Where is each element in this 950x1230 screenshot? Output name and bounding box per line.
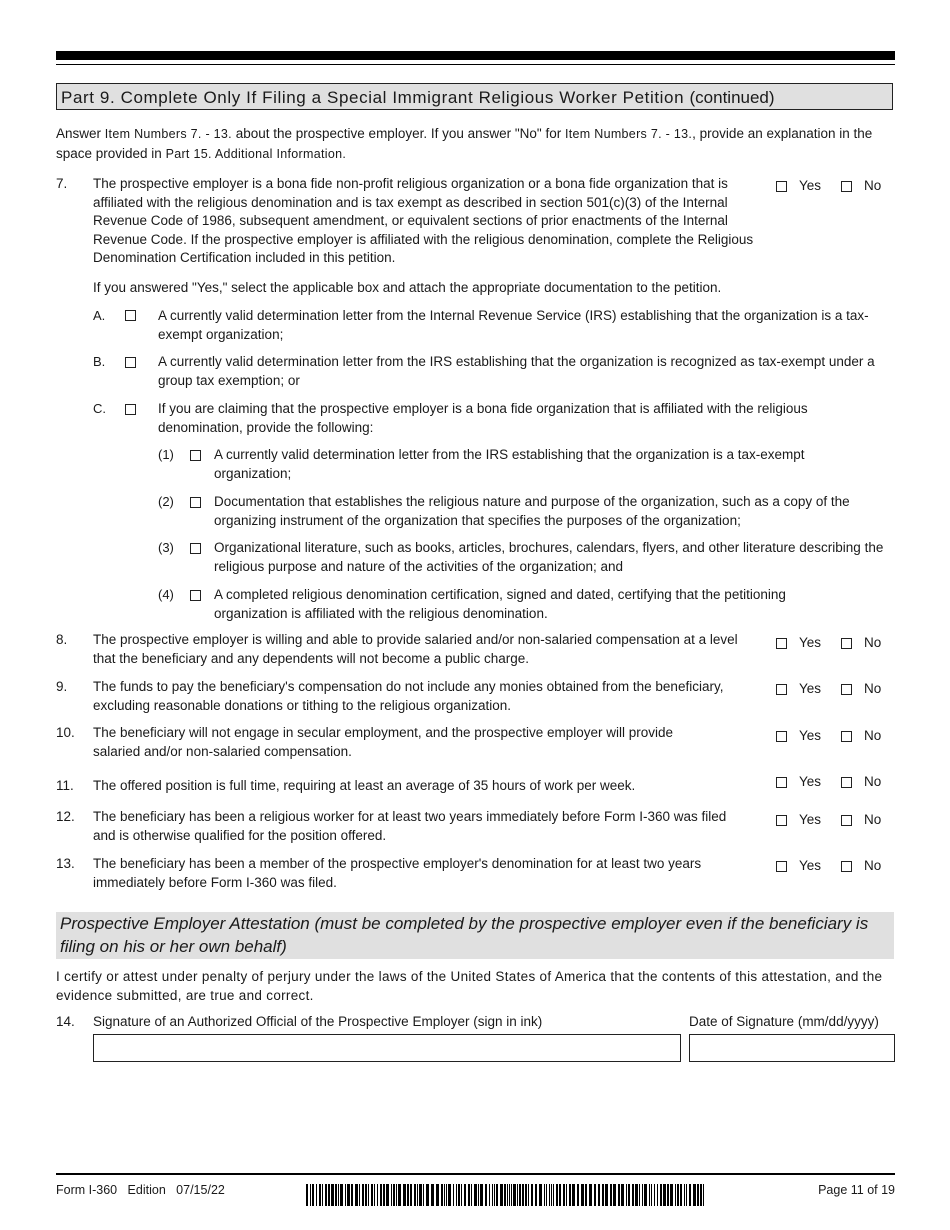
barcode-bar — [446, 1184, 447, 1206]
barcode-bar — [489, 1184, 490, 1206]
barcode-bar — [577, 1184, 579, 1206]
q7-option-a-checkbox[interactable] — [125, 310, 136, 321]
barcode-bar — [480, 1184, 483, 1206]
no-label: No — [864, 812, 882, 827]
q13-yes-option[interactable] — [776, 857, 821, 875]
barcode-bar — [519, 1184, 521, 1206]
barcode-bar — [448, 1184, 451, 1206]
barcode-bar — [407, 1184, 409, 1206]
barcode-bar — [660, 1184, 662, 1206]
q11-yes-option[interactable] — [776, 773, 821, 791]
barcode-bar — [677, 1184, 679, 1206]
barcode-bar — [414, 1184, 416, 1206]
barcode-bar — [594, 1184, 596, 1206]
q12-yes-checkbox[interactable] — [776, 815, 787, 826]
barcode-bar — [386, 1184, 389, 1206]
q7-yes-option[interactable] — [776, 177, 821, 195]
barcode-bar — [511, 1184, 512, 1206]
barcode-bar — [546, 1184, 547, 1206]
intro-ref-1: Item Numbers 7. - 13. — [104, 127, 232, 141]
q13-yes-checkbox[interactable] — [776, 861, 787, 872]
barcode-bar — [496, 1184, 498, 1206]
barcode-bar — [613, 1184, 616, 1206]
page-number: Page 11 of 19 — [818, 1183, 895, 1197]
yes-label: Yes — [799, 681, 822, 696]
q12-text: The beneficiary has been a religious worker for at least two years immediately before Form I-360 was filed and is otherwise qualified for the position offered. — [93, 809, 727, 843]
yes-label: Yes — [799, 728, 822, 743]
barcode-bar — [635, 1184, 638, 1206]
barcode-bar — [535, 1184, 537, 1206]
barcode-bar — [654, 1184, 655, 1206]
q7-sub-1-text: A currently valid determination letter from the IRS establishing that the organization is a tax-exempt organization; — [214, 447, 805, 481]
q7-sub-4-number: (4) — [158, 587, 174, 602]
barcode-bar — [700, 1184, 702, 1206]
q11-yes-checkbox[interactable] — [776, 777, 787, 788]
barcode-bar — [667, 1184, 669, 1206]
barcode-bar — [618, 1184, 620, 1206]
q7-option-c-text: If you are claiming that the prospective employer is a bona fide organization that is affiliated with the religious denomination, provide the following: — [158, 401, 808, 435]
intro-ref-3: Part 15. Additional Information. — [165, 147, 347, 161]
form-edition: Form I-360 Edition 07/15/22 — [56, 1183, 225, 1197]
barcode-bar — [325, 1184, 327, 1206]
barcode-bar — [589, 1184, 592, 1206]
q13-text: The beneficiary has been a member of the prospective employer's denomination for at least two years immediately before Form I-360 was filed. — [93, 856, 702, 890]
q7-followup: If you answered "Yes," select the applicable box and attach the appropriate documentation to the petition. — [93, 280, 722, 295]
barcode-bar — [528, 1184, 529, 1206]
barcode-bar — [494, 1184, 495, 1206]
barcode-bar — [453, 1184, 454, 1206]
q7-sub-1-checkbox[interactable] — [190, 450, 201, 461]
q10-text: The beneficiary will not engage in secular employment, and the prospective employer will provide salaried and/or non-salaried compensation. — [93, 725, 674, 759]
barcode-bar — [531, 1184, 533, 1206]
q7-text: The prospective employer is a bona fide non-profit religious organization or a bona fide organization that is affiliated with the religious denomination and is tax exempt as described in section 501(c)(3) of the Internal Revenue Code of 1986, subsequent amendment, or equivalent sections of prior enactments of the Internal Revenue Code. If the prospective employer is affiliated with the religious denomination, complete the Religious Denomination Certification included in this petition. — [93, 176, 754, 265]
q10-yes-checkbox[interactable] — [776, 731, 787, 742]
intro-text-1: Answer — [56, 126, 105, 141]
barcode-bar — [347, 1184, 350, 1206]
barcode-bar — [423, 1184, 424, 1206]
barcode-bar — [657, 1184, 658, 1206]
attestation-header: Prospective Employer Attestation (must be completed by the prospective employer even if the beneficiary is filing on his or her own behalf) — [56, 912, 894, 959]
barcode-bar — [474, 1184, 477, 1206]
barcode-bar — [569, 1184, 571, 1206]
barcode-bar — [359, 1184, 360, 1206]
q10-no-checkbox[interactable] — [841, 731, 852, 742]
q7-sub-2-number: (2) — [158, 494, 174, 509]
barcode-bar — [680, 1184, 682, 1206]
q7-no-option[interactable] — [841, 177, 881, 195]
barcode-bar — [686, 1184, 687, 1206]
barcode-bar — [504, 1184, 506, 1206]
part-9-header — [56, 83, 893, 110]
barcode-bar — [351, 1184, 353, 1206]
q13-number: 13. — [56, 856, 75, 871]
top-rule-thick — [56, 51, 895, 60]
q11-number: 11. — [56, 778, 74, 793]
barcode-bar — [319, 1184, 321, 1206]
barcode-bar — [539, 1184, 542, 1206]
no-label: No — [864, 774, 882, 789]
barcode-bar — [684, 1184, 685, 1206]
q9-no-checkbox[interactable] — [841, 684, 852, 695]
barcode-bar — [461, 1184, 462, 1206]
barcode-bar — [345, 1184, 346, 1206]
barcode-bar — [513, 1184, 516, 1206]
barcode-bar — [551, 1184, 552, 1206]
q7-option-b-checkbox[interactable] — [125, 357, 136, 368]
q7-sub-2-checkbox[interactable] — [190, 497, 201, 508]
intro-ref-2: Item Numbers 7. - 13. — [564, 127, 693, 141]
barcode-bar — [417, 1184, 418, 1206]
q12-no-option[interactable] — [841, 811, 881, 829]
top-rule-thin — [56, 64, 895, 65]
q8-no-checkbox[interactable] — [841, 638, 852, 649]
q13-no-option[interactable] — [841, 857, 881, 875]
q9-text: The funds to pay the beneficiary's compensation do not include any monies obtained from the beneficiary, excluding reasonable donations or tithing to the religious organization. — [93, 679, 724, 713]
barcode-bar — [628, 1184, 630, 1206]
q7-sub-2-text: Documentation that establishes the religious nature and purpose of the organization, such as a copy of the organizing instrument of the organization that specifies the purposes of the organization; — [214, 494, 850, 528]
barcode-bar — [403, 1184, 406, 1206]
barcode-bar — [338, 1184, 339, 1206]
barcode-bar — [632, 1184, 634, 1206]
barcode-bar — [464, 1184, 466, 1206]
barcode-bar — [431, 1184, 434, 1206]
q12-no-checkbox[interactable] — [841, 815, 852, 826]
q11-no-checkbox[interactable] — [841, 777, 852, 788]
q10-number: 10. — [56, 725, 75, 740]
barcode-bar — [649, 1184, 650, 1206]
barcode-bar — [572, 1184, 575, 1206]
barcode-bar — [492, 1184, 493, 1206]
yes-label: Yes — [799, 635, 822, 650]
q8-no-option[interactable] — [841, 634, 881, 652]
q7-option-a-letter: A. — [93, 308, 106, 323]
barcode-bar — [398, 1184, 401, 1206]
q12-number: 12. — [56, 809, 75, 824]
barcode-bar — [310, 1184, 311, 1206]
q7-option-c-letter: C. — [93, 401, 106, 416]
q10-no-option[interactable] — [841, 727, 881, 745]
q8-number: 8. — [56, 632, 68, 647]
barcode-bar — [507, 1184, 508, 1206]
date-label: Date of Signature (mm/dd/yyyy) — [689, 1014, 879, 1029]
barcode-bar — [556, 1184, 558, 1206]
barcode-bar — [566, 1184, 567, 1206]
signature-field[interactable] — [93, 1034, 681, 1062]
q9-yes-option[interactable] — [776, 680, 821, 698]
barcode-bar — [419, 1184, 422, 1206]
barcode-bar — [456, 1184, 457, 1206]
q7-sub-3-text: Organizational literature, such as books, articles, brochures, calendars, flyers, and other literature describing the religious purpose and nature of the activities of the organization; and — [214, 540, 884, 574]
barcode-bar — [621, 1184, 624, 1206]
q7-sub-3-number: (3) — [158, 540, 174, 555]
barcode-bar — [478, 1184, 479, 1206]
barcode-bar — [663, 1184, 666, 1206]
q8-text: The prospective employer is willing and able to provide salaried and/or non-salaried compensation at a level that the beneficiary and any dependents will not become a public charge. — [93, 632, 738, 666]
barcode-bar — [670, 1184, 673, 1206]
q7-no-checkbox[interactable] — [841, 181, 852, 192]
barcode-bar — [444, 1184, 445, 1206]
q11-text: The offered position is full time, requiring at least an average of 35 hours of work per week. — [93, 778, 636, 793]
barcode-bar — [393, 1184, 395, 1206]
barcode-bar — [602, 1184, 604, 1206]
barcode-bar — [644, 1184, 647, 1206]
barcode-bar — [563, 1184, 565, 1206]
barcode-bar — [365, 1184, 367, 1206]
q9-number: 9. — [56, 679, 68, 694]
q7-option-b-text: A currently valid determination letter from the IRS establishing that the organization is recognized as tax-exempt under a group tax exemption; or — [158, 354, 875, 388]
barcode — [306, 1184, 712, 1206]
no-label: No — [864, 178, 882, 193]
q9-no-option[interactable] — [841, 680, 881, 698]
barcode-bar — [436, 1184, 439, 1206]
date-of-signature-field[interactable] — [689, 1034, 895, 1062]
footer-rule — [56, 1173, 895, 1175]
barcode-bar — [331, 1184, 334, 1206]
barcode-bar — [426, 1184, 429, 1206]
barcode-bar — [458, 1184, 460, 1206]
barcode-bar — [335, 1184, 337, 1206]
barcode-bar — [468, 1184, 470, 1206]
q9-yes-checkbox[interactable] — [776, 684, 787, 695]
q7-sub-4-checkbox[interactable] — [190, 590, 201, 601]
barcode-bar — [626, 1184, 627, 1206]
barcode-bar — [410, 1184, 412, 1206]
barcode-bar — [559, 1184, 561, 1206]
barcode-bar — [500, 1184, 503, 1206]
barcode-bar — [485, 1184, 487, 1206]
barcode-bar — [383, 1184, 385, 1206]
barcode-bar — [651, 1184, 652, 1206]
barcode-bar — [605, 1184, 608, 1206]
barcode-bar — [509, 1184, 510, 1206]
yes-label: Yes — [799, 774, 822, 789]
barcode-bar — [340, 1184, 343, 1206]
barcode-bar — [689, 1184, 691, 1206]
barcode-bar — [306, 1184, 308, 1206]
q8-yes-option[interactable] — [776, 634, 821, 652]
q14-number: 14. — [56, 1014, 75, 1029]
barcode-bar — [549, 1184, 550, 1206]
signature-label: Signature of an Authorized Official of the Prospective Employer (sign in ink) — [93, 1014, 543, 1029]
barcode-bar — [368, 1184, 369, 1206]
barcode-bar — [396, 1184, 397, 1206]
barcode-bar — [610, 1184, 612, 1206]
barcode-bar — [642, 1184, 643, 1206]
part-title: Part 9. Complete Only If Filing a Special Immigrant Religious Worker Petition — [61, 88, 685, 107]
q7-sub-1-number: (1) — [158, 447, 174, 462]
part-continued: (continued) — [689, 88, 775, 107]
q12-yes-option[interactable] — [776, 811, 821, 829]
q7-option-b-letter: B. — [93, 354, 106, 369]
yes-label: Yes — [799, 858, 822, 873]
instructions-text — [56, 124, 896, 164]
barcode-bar — [581, 1184, 584, 1206]
q13-no-checkbox[interactable] — [841, 861, 852, 872]
barcode-bar — [693, 1184, 696, 1206]
q7-option-a-text: A currently valid determination letter from the Internal Revenue Service (IRS) establishing that the organization is a tax-exempt organization; — [158, 308, 869, 342]
intro-text-3: , provide an explanation in the space provided in — [56, 126, 873, 161]
no-label: No — [864, 728, 882, 743]
no-label: No — [864, 681, 882, 696]
barcode-bar — [517, 1184, 518, 1206]
no-label: No — [864, 858, 882, 873]
barcode-bar — [328, 1184, 330, 1206]
barcode-bar — [312, 1184, 314, 1206]
barcode-bar — [471, 1184, 472, 1206]
q8-yes-checkbox[interactable] — [776, 638, 787, 649]
yes-label: Yes — [799, 812, 822, 827]
barcode-bar — [371, 1184, 373, 1206]
barcode-bar — [553, 1184, 554, 1206]
attestation-text: I certify or attest under penalty of perjury under the laws of the United States of America that the contents of this attestation, and the evidence submitted, are true and correct. — [56, 969, 883, 1003]
barcode-bar — [380, 1184, 382, 1206]
barcode-bar — [316, 1184, 317, 1206]
q7-sub-3-checkbox[interactable] — [190, 543, 201, 554]
q7-option-c-checkbox[interactable] — [125, 404, 136, 415]
barcode-bar — [322, 1184, 323, 1206]
barcode-bar — [377, 1184, 378, 1206]
q11-no-option[interactable] — [841, 773, 881, 791]
barcode-bar — [522, 1184, 524, 1206]
barcode-bar — [697, 1184, 699, 1206]
barcode-bar — [639, 1184, 640, 1206]
barcode-bar — [362, 1184, 364, 1206]
barcode-bar — [441, 1184, 443, 1206]
q7-yes-checkbox[interactable] — [776, 181, 787, 192]
barcode-bar — [703, 1184, 704, 1206]
barcode-bar — [544, 1184, 545, 1206]
no-label: No — [864, 635, 882, 650]
barcode-bar — [374, 1184, 375, 1206]
yes-label: Yes — [799, 178, 822, 193]
q7-sub-4-text: A completed religious denomination certification, signed and dated, certifying that the petitioning organization is affiliated with the religious denomination. — [214, 587, 786, 621]
intro-text-2: about the prospective employer. If you answer "No" for — [231, 126, 565, 141]
barcode-bar — [391, 1184, 392, 1206]
barcode-bar — [675, 1184, 676, 1206]
barcode-bar — [585, 1184, 587, 1206]
barcode-bar — [525, 1184, 527, 1206]
q7-number: 7. — [56, 176, 68, 191]
barcode-bar — [355, 1184, 358, 1206]
q10-yes-option[interactable] — [776, 727, 821, 745]
barcode-bar — [598, 1184, 600, 1206]
